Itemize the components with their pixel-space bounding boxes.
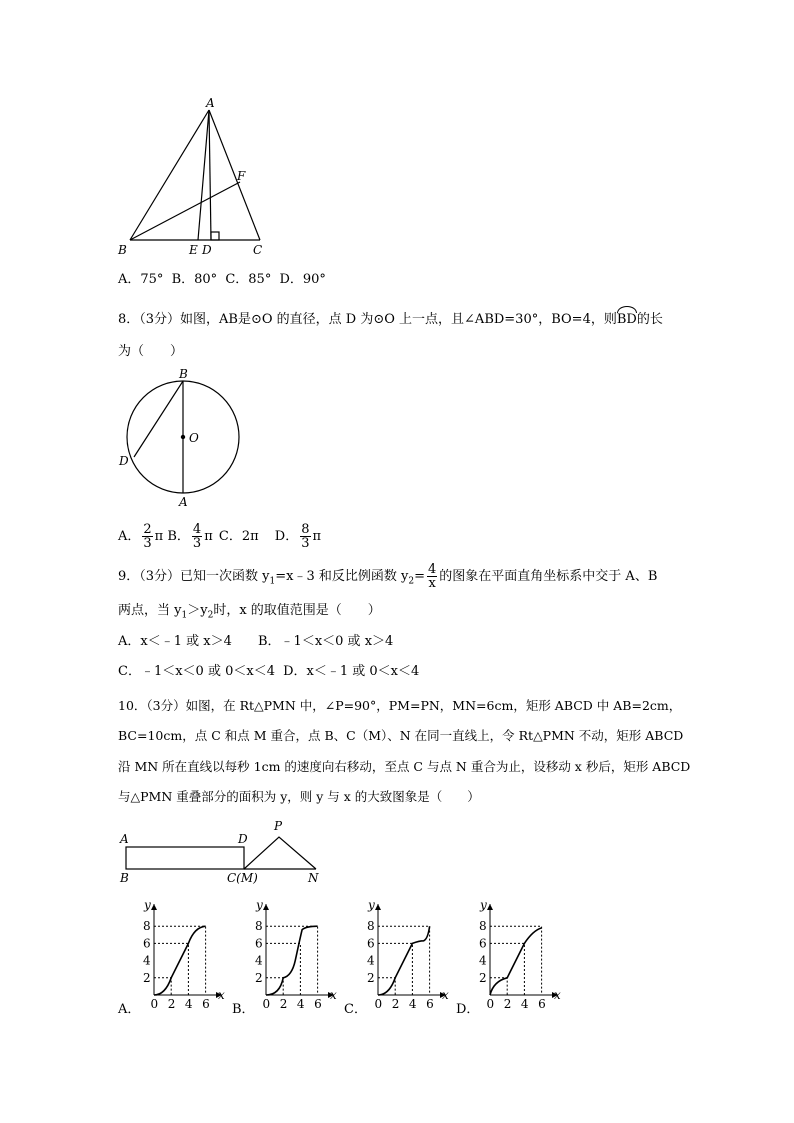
x-tick-label: 4 <box>296 997 305 1011</box>
x-tick-label: 2 <box>167 997 176 1011</box>
q9-option-a: A．x＜﹣1 或 x＞4 <box>118 634 232 649</box>
vertex-a-label: A <box>206 96 215 110</box>
q10-line2: BC=10cm，点 C 和点 M 重合，点 B、C（M）、N 在同一直线上，令 Rt△PMN 不动，矩形 ABCD <box>118 728 684 743</box>
q7-option-b: B．80° <box>171 272 218 287</box>
graph-a-svg <box>136 898 226 1013</box>
q9-option-c: C．﹣1＜x＜0 或 0＜x＜4 <box>118 664 275 679</box>
y-tick-label: 6 <box>367 936 375 951</box>
q8-option-b-label: B． <box>167 529 190 544</box>
graph-d-svg <box>472 898 562 1013</box>
y-tick-label: 4 <box>479 953 487 968</box>
q9-option-b: B．﹣1＜x＜0 或 x＞4 <box>258 634 394 649</box>
q8-option-a-label: A． <box>118 529 141 544</box>
y-axis-label: y <box>368 898 375 912</box>
guide-line-6 <box>490 943 524 995</box>
q7-option-a: A．75° <box>118 272 164 287</box>
rectangle-triangle-figure <box>110 815 330 890</box>
graph-curve <box>154 926 206 995</box>
triangle-abc-figure <box>110 95 280 260</box>
graph-curve <box>266 926 318 995</box>
circle-a-label: A <box>179 495 188 509</box>
vertex-c-label: C <box>253 243 263 257</box>
vertex-b-label: B <box>118 243 127 257</box>
y-axis-label: y <box>144 898 151 912</box>
x-tick-label: 2 <box>391 997 400 1011</box>
q8-text: 8．（3分）如图，AB是⊙O 的直径，点 D 为⊙O 上一点，且∠ABD=30°，BO=4，则 <box>118 312 617 327</box>
x-tick-label: 2 <box>503 997 512 1011</box>
x-axis-label: x <box>330 988 337 1002</box>
y-axis-arrow <box>487 904 493 910</box>
guide-line-8 <box>266 926 318 995</box>
q8-line1 <box>118 310 663 328</box>
y-tick-label: 2 <box>255 970 263 985</box>
q8-option-d-label: D． <box>274 529 299 544</box>
fraction-4-3: $\frac{4}{3}$ <box>192 522 202 551</box>
graph-curve <box>490 928 542 995</box>
q8-text-end: 的长 <box>636 312 663 327</box>
y-axis-label: y <box>480 898 487 912</box>
x-tick-label: 4 <box>184 997 193 1011</box>
y-tick-label: 8 <box>255 919 263 934</box>
x-tick-label: 0 <box>262 997 271 1011</box>
x-tick-label: 2 <box>279 997 288 1011</box>
y-tick-label: 4 <box>367 953 375 968</box>
circle-d-label: D <box>119 454 129 468</box>
graph-curve <box>378 926 430 995</box>
x-tick-label: 6 <box>202 997 210 1011</box>
y-tick-label: 2 <box>479 970 487 985</box>
guide-line-6 <box>378 943 412 995</box>
graph-c-label: C． <box>344 1002 367 1017</box>
rect-b-label: B <box>120 871 129 885</box>
circle-b-label: B <box>179 367 188 381</box>
graph-b-label: B． <box>232 1002 255 1017</box>
y-tick-label: 6 <box>255 936 263 951</box>
point-d-label: D <box>202 243 212 257</box>
y-tick-label: 4 <box>143 953 151 968</box>
point-f-label: F <box>237 169 246 183</box>
answer-graphs <box>110 898 590 1028</box>
y-tick-label: 6 <box>143 936 151 951</box>
fraction-2-3: $\frac{2}{3}$ <box>143 522 152 551</box>
q8-options: A． $\frac{2}{3}$ π B． $\frac{4}{3}$ π C．2π D． $\frac{8}{3}$ π <box>118 522 322 551</box>
q8-line2: 为（ ） <box>118 344 184 359</box>
guide-line-6 <box>266 943 300 995</box>
x-tick-label: 6 <box>314 997 322 1011</box>
tri-p-label: P <box>274 819 283 833</box>
x-axis-label: x <box>218 988 225 1002</box>
y-tick-label: 2 <box>143 970 151 985</box>
y-axis-arrow <box>151 904 157 910</box>
x-tick-label: 0 <box>374 997 383 1011</box>
graph-c-svg <box>360 898 450 1013</box>
q9-line2: 两点，当 $y_1>y_2$时，x 的取值范围是（ ） <box>118 603 381 621</box>
y-tick-label: 8 <box>143 919 151 934</box>
graph-b-svg <box>248 898 338 1013</box>
y-tick-label: 4 <box>255 953 263 968</box>
y-tick-label: 2 <box>367 970 375 985</box>
graph-d-label: D． <box>456 1002 480 1017</box>
guide-line-6 <box>154 943 188 995</box>
x-tick-label: 4 <box>408 997 417 1011</box>
q10-line4: 与△PMN 重叠部分的面积为 y，则 y 与 x 的大致图象是（ ） <box>118 789 480 804</box>
x-axis-label: x <box>554 988 561 1002</box>
rect-cm-label: C(M) <box>227 871 258 885</box>
q9-line1: 9．（3分）已知一次函数 $y_1=x﹣3$ 和反比例函数 $y_2=$ $\frac{4}{x}$ 的图象在平面直角坐标系中交于 A、B <box>118 562 658 591</box>
rect-d-label: D <box>238 832 248 846</box>
graph-option-a[interactable] <box>110 898 230 1028</box>
arc-bd: BD <box>616 312 637 327</box>
y-tick-label: 8 <box>479 919 487 934</box>
y-axis-arrow <box>263 904 269 910</box>
graph-option-b[interactable] <box>228 898 348 1028</box>
y-axis-arrow <box>375 904 381 910</box>
y-axis-label: y <box>256 898 263 912</box>
graph-a-label: A． <box>118 1002 141 1017</box>
q8-option-c: C．2π <box>218 529 259 544</box>
circle-figure <box>110 365 250 510</box>
q9-option-d: D．x＜﹣1 或 0＜x＜4 <box>283 664 420 679</box>
q10-line3: 沿 MN 所在直线以每秒 1cm 的速度向右移动，至点 C 与点 N 重合为止，设移动 x 秒后，矩形 ABCD <box>118 759 691 774</box>
x-tick-label: 4 <box>520 997 529 1011</box>
x-axis-label: x <box>442 988 449 1002</box>
q10-line1: 10．（3分）如图，在 Rt△PMN 中，∠P=90°，PM=PN，MN=6cm，矩形 ABCD 中 AB=2cm， <box>118 698 682 713</box>
x-tick-label: 6 <box>538 997 546 1011</box>
circle-o-label: O <box>189 431 199 445</box>
x-tick-label: 0 <box>150 997 159 1011</box>
q7-option-c: C．85° <box>225 272 272 287</box>
rect-a-label: A <box>120 832 129 846</box>
q9-options-row1 <box>118 634 393 650</box>
q7-option-d: D．90° <box>279 272 326 287</box>
guide-line-2 <box>490 978 507 995</box>
q9-options-row2 <box>118 664 419 680</box>
graph-option-d[interactable] <box>452 898 572 1028</box>
graph-option-c[interactable] <box>340 898 460 1028</box>
x-tick-label: 6 <box>426 997 434 1011</box>
fraction-4-x: $\frac{4}{x}$ <box>428 562 437 591</box>
fraction-8-3: $\frac{8}{3}$ <box>301 522 310 551</box>
y-tick-label: 8 <box>367 919 375 934</box>
x-tick-label: 0 <box>486 997 495 1011</box>
q7-options <box>118 272 326 288</box>
point-e-label: E <box>189 243 198 257</box>
y-tick-label: 6 <box>479 936 487 951</box>
tri-n-label: N <box>308 871 319 885</box>
